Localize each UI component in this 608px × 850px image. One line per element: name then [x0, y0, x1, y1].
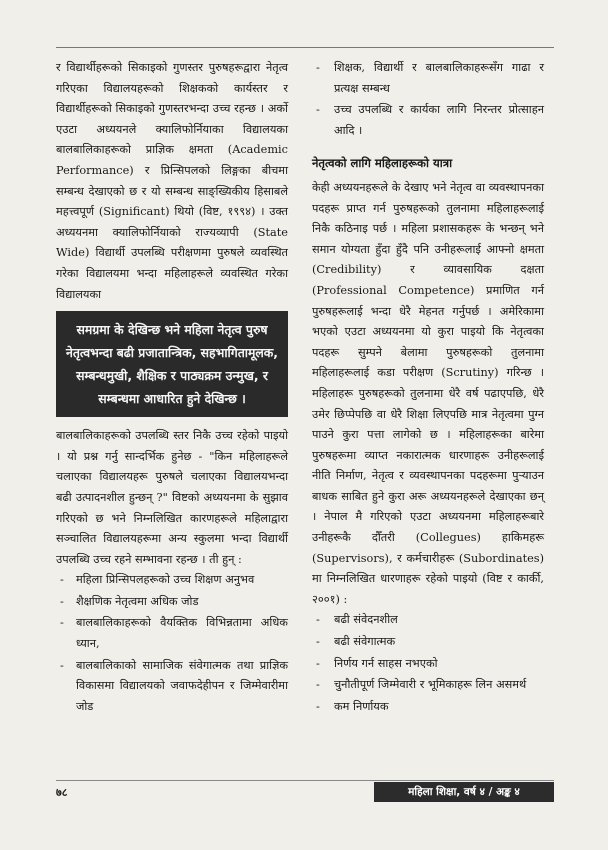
right-column [312, 58, 544, 718]
list-item: - बालबालिकाहरूको वैयक्तिक विभिन्नतामा अधिक ध्यान, [56, 613, 288, 654]
bottom-rule [56, 780, 554, 781]
right-list-bottom [312, 610, 544, 717]
right-paragraph: केही अध्ययनहरूले के देखाए भने नेतृत्व वा व्यवस्थापनका पदहरू प्राप्त गर्न पुरुषहरूको तुलनामा महिलाहरूलाई निकै कठिनाइ पर्छ । महिला प्रशासकहरू के भन्छन् भने समान योग्यता हुँदा हुँदै पनि उनीहरूलाई आफ्नो क्षमता (Credibility) र व्यावसायिक दक्षता (Professional Competence) प्रमाणित गर्न पुरुषहरूलाई भन्दा धेरै मेहनत गर्नुपर्छ । अमेरिकामा भएको एउटा अध्ययनमा यो कुरा पाइयो कि नेतृत्वका पदहरू सुम्पने बेलामा पुरुषहरूको तुलनामा महिलाहरूलाई कडा परीक्षण (Scrutiny) गरिन्छ । महिलाहरू पुरुषहरूको तुलनामा धेरै वर्ष पढाएपछि, धेरै उमेर छिप्पेपछि वा धेरै शिक्षा लिएपछि मात्र नेतृत्वमा पुग्न पाउने कुरा पत्ता लागेको छ । महिलाहरूका बारेमा पुरुषहरूमा व्याप्त नकारात्मक धारणाहरू उनीहरूलाई नीति निर्माण, नेतृत्व र व्यवस्थापनका पदहरूमा पुऱ्याउन बाधक साबित हुने कुरा अरू अध्ययनहरूले देखाएका छन् । नेपाल मै गरिएको एउटा अध्ययनमा महिलाहरूबारे उनीहरूकै दौँतरी (Collegues) हाकिमहरू (Supervisors), र कर्मचारीहरू (Subordinates) मा निम्नलिखित धारणाहरू रहेको पाइयो (विष्ट र कार्की, २००१) : [312, 180, 544, 606]
left-paragraph-1: र विद्यार्थीहरूको सिकाइको गुणस्तर पुरुषहरूद्वारा नेतृत्व गरिएका विद्यालयहरूको शिक्षकको कार्यस्तर र विद्यार्थीहरूको सिकाइको गुणस्तरभन्दा उच्च रहन्छ । अर्को एउटा अध्ययनले क्यालिफोर्नियाका विद्यालयका बालबालिकाहरूको प्राज्ञिक क्षमता (Academic Performance) र प्रिन्सिपलको लिङ्गका बीचमा सम्बन्ध देखाएको छ र यो सम्बन्ध साङ्ख्यिकीय हिसाबले महत्त्वपूर्ण (Significant) थियो (विष्ट, १९९४) । उक्त अध्ययनमा क्यालिफोर्नियाको राज्यव्यापी (State Wide) विद्यार्थी उपलब्धि परीक्षणमा पुरुषले व्यवस्थित गरेका विद्यालयमा भन्दा महिलाहरूले व्यवस्थित गरेका विद्यालयका [56, 61, 288, 301]
top-rule [56, 47, 554, 48]
journal-footer: महिला शिक्षा, वर्ष ४ / अङ्क ४ [374, 782, 554, 802]
list-item: - निर्णय गर्न साहस नभएको [312, 654, 544, 675]
list-item: - बढी संवेदनशील [312, 610, 544, 631]
list-item: - बालबालिकाको सामाजिक संवेगात्मक तथा प्राज्ञिक विकासमा विद्यालयको जवाफदेहीपन र जिम्मेवारीमा जोड [56, 656, 288, 718]
right-list-top [312, 58, 544, 141]
list-item: - शिक्षक, विद्यार्थी र बालबालिकाहरूसँग गाढा र प्रत्यक्ष सम्बन्ध [312, 58, 544, 99]
left-paragraph-2: बालबालिकाहरूको उपलब्धि स्तर निकै उच्च रहेको पाइयो । यो प्रश्न गर्नु सान्दर्भिक हुनेछ - "किन महिलाहरूले चलाएका विद्यालयहरू पुरुषले चलाएका विद्यालयभन्दा बढी उत्पादनशील हुन्छन् ?" विष्टको अध्ययनमा के सुझाव गरिएको छ भने निम्नलिखित कारणहरूले महिलाद्वारा सञ्चालित विद्यालयहरूमा अन्य स्कुलमा भन्दा विद्यार्थी उपलब्धि उच्च रहने सम्भावना रहन्छ । ती हुन् : [56, 429, 288, 566]
left-list [56, 570, 288, 717]
pull-quote: समग्रमा के देखिन्छ भने महिला नेतृत्व पुरुष नेतृत्वभन्दा बढी प्रजातान्त्रिक, सहभागितामूलक, सम्बन्धमुखी, शैक्षिक र पाठ्यक्रम उन्मुख, र सम्बन्धमा आधारित हुने देखिन्छ । [56, 311, 288, 417]
section-heading: नेतृत्वको लागि महिलाहरूको यात्रा [312, 156, 453, 171]
list-item: - उच्च उपलब्धि र कार्यका लागि निरन्तर प्रोत्साहन आदि । [312, 100, 544, 141]
list-item: - चुनौतीपूर्ण जिम्मेवारी र भूमिकाहरू लिन असमर्थ [312, 675, 544, 696]
list-item: - शैक्षणिक नेतृत्वमा अधिक जोड [56, 592, 288, 613]
list-item: - बढी संवेगात्मक [312, 632, 544, 653]
list-item: - महिला प्रिन्सिपलहरूको उच्च शिक्षण अनुभव [56, 570, 288, 591]
list-item: - कम निर्णायक [312, 697, 544, 718]
page-number: ७८ [56, 786, 68, 799]
left-column [56, 58, 288, 718]
